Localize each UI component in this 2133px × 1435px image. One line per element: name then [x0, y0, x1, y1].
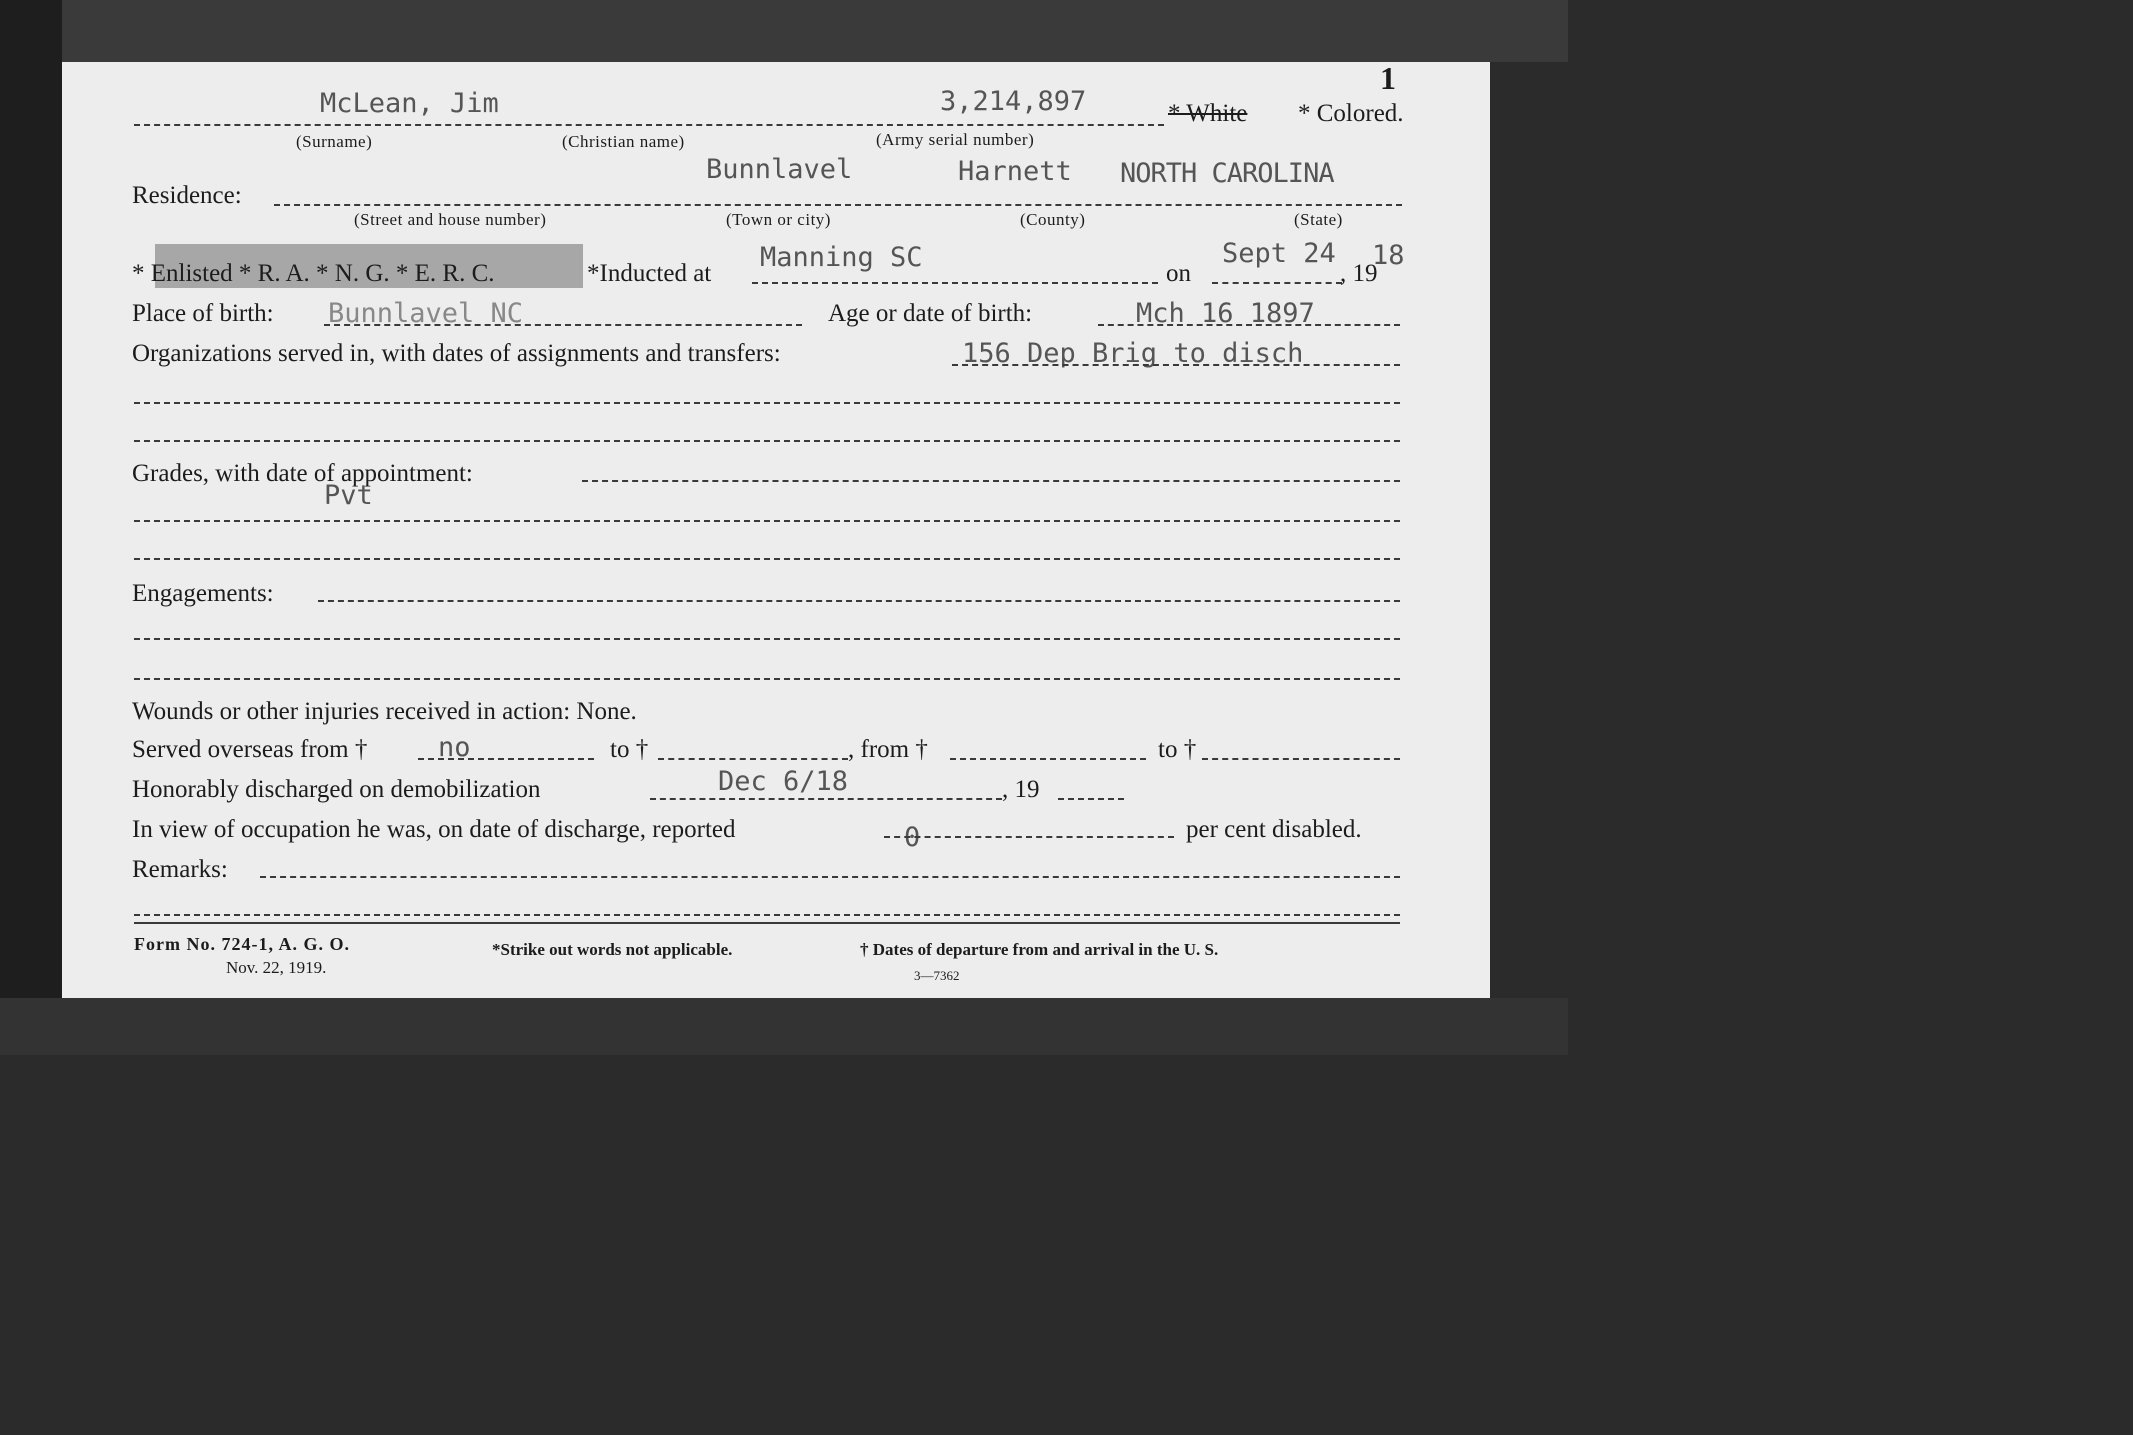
residence-state-value: NORTH CAROLINA: [1120, 158, 1334, 189]
overseas-to-line: [658, 758, 848, 760]
surname-caption: (Surname): [296, 132, 373, 151]
overseas-to2-label: to †: [1158, 736, 1197, 763]
inducted-label: *Inducted at: [587, 260, 712, 287]
serial-value: 3,214,897: [940, 86, 1087, 117]
engagements-line-3: [134, 678, 1400, 680]
overseas-from2-label: , from †: [848, 736, 928, 763]
residence-county-value: Harnett: [958, 156, 1072, 187]
discharge-year-line: [1058, 798, 1124, 800]
serial-number-caption: (Army serial number): [876, 130, 1035, 149]
engagements-label: Engagements:: [132, 580, 274, 607]
on-label: on: [1166, 260, 1191, 287]
race-colored-option: * Colored.: [1298, 100, 1404, 127]
organizations-line-1: [952, 364, 1400, 366]
scan-background-left: [0, 0, 62, 1055]
service-record-card: [62, 62, 1490, 998]
overseas-value: no: [438, 732, 471, 763]
engagements-line-2: [134, 638, 1400, 640]
discharge-value: Dec 6/18: [718, 766, 849, 797]
date-line: [1212, 282, 1342, 284]
wounds-text: Wounds or other injuries received in action: None.: [132, 698, 637, 725]
overseas-label: Served overseas from †: [132, 736, 368, 763]
residence-town-value: Bunnlavel: [706, 154, 853, 185]
overseas-to2-line: [1202, 758, 1400, 760]
induction-date-value: Sept 24: [1222, 238, 1336, 269]
discharge-line: [650, 798, 1002, 800]
overseas-to-label: to †: [610, 736, 649, 763]
enlistment-options: * Enlisted * R. A. * N. G. * E. R. C.: [132, 260, 495, 287]
footer-rule: [134, 922, 1400, 924]
grades-line-1: [582, 480, 1400, 482]
scan-background-bottom: [0, 998, 1568, 1055]
residence-label: Residence:: [132, 182, 242, 209]
name-line: [134, 124, 1164, 126]
age-label: Age or date of birth:: [828, 300, 1033, 327]
remarks-line-1: [260, 876, 1400, 878]
county-caption: (County): [1020, 210, 1086, 229]
form-date: Nov. 22, 1919.: [226, 958, 327, 977]
disability-suffix: per cent disabled.: [1186, 816, 1362, 843]
organizations-line-3: [134, 440, 1400, 442]
christian-name-caption: (Christian name): [562, 132, 685, 151]
grades-line-3: [134, 558, 1400, 560]
remarks-line-2: [134, 914, 1400, 916]
discharge-year-label: , 19: [1002, 776, 1040, 803]
place-of-birth-label: Place of birth:: [132, 300, 274, 327]
dates-note: † Dates of departure from and arrival in the U. S.: [860, 940, 1219, 959]
strike-note: *Strike out words not applicable.: [492, 940, 733, 959]
discharge-label: Honorably discharged on demobilization: [132, 776, 541, 803]
street-caption: (Street and house number): [354, 210, 547, 229]
disability-line: [884, 836, 1174, 838]
year-prefix: , 19: [1340, 260, 1378, 287]
name-value: McLean, Jim: [320, 88, 499, 119]
organizations-line-2: [134, 402, 1400, 404]
scan-background-top: [0, 0, 1568, 62]
engagements-line-1: [318, 600, 1400, 602]
print-code: 3—7362: [914, 968, 960, 983]
form-number: Form No. 724-1, A. G. O.: [134, 934, 350, 954]
overseas-from2-line: [950, 758, 1146, 760]
organizations-value: 156 Dep Brig to disch: [962, 338, 1304, 369]
age-value: Mch 16 1897: [1136, 298, 1315, 329]
disability-value: 0: [904, 822, 921, 853]
disability-label: In view of occupation he was, on date of discharge, reported: [132, 816, 736, 843]
card-number: 1: [1380, 60, 1396, 96]
inducted-line: [752, 282, 1158, 284]
age-line: [1098, 324, 1400, 326]
remarks-label: Remarks:: [132, 856, 228, 883]
induction-year-value: 18: [1372, 240, 1405, 271]
organizations-label: Organizations served in, with dates of assignments and transfers:: [132, 340, 781, 367]
inducted-place-value: Manning SC: [760, 242, 923, 273]
grades-line-2: [134, 520, 1400, 522]
state-caption: (State): [1294, 210, 1343, 229]
birth-place-line: [324, 324, 802, 326]
grades-value: Pvt: [324, 480, 373, 511]
residence-line: [274, 204, 1402, 206]
town-caption: (Town or city): [726, 210, 831, 229]
overseas-from-line: [418, 758, 594, 760]
race-white-option: * White: [1168, 100, 1248, 127]
place-of-birth-value: Bunnlavel NC: [328, 298, 524, 329]
grades-label: Grades, with date of appointment:: [132, 460, 473, 487]
